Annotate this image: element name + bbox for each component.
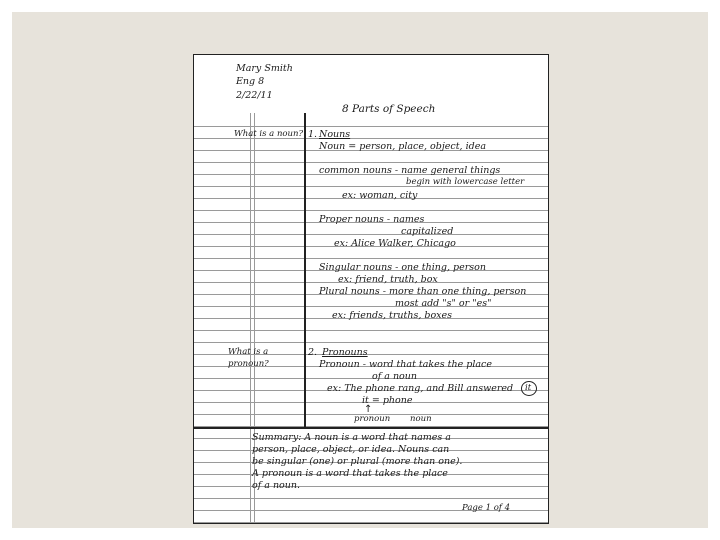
- pronouns-number: 2.: [308, 347, 318, 358]
- noun-definition: Noun = person, place, object, idea: [319, 141, 486, 152]
- summary-line3: be singular (one) or plural (more than one).: [252, 456, 463, 467]
- slide-frame: [12, 12, 708, 528]
- summary-line4: A pronoun is a word that takes the place: [252, 468, 448, 479]
- pronouns-heading: Pronouns: [322, 347, 368, 358]
- summary-line2: person, place, object, or idea. Nouns can: [252, 444, 450, 455]
- ruled-line: [194, 342, 548, 343]
- common-nouns-line2: begin with lowercase letter: [406, 177, 525, 187]
- notes-page: [193, 54, 549, 524]
- question-pronoun-line1: What is a: [228, 347, 269, 357]
- pronoun-example-line2: it = phone: [362, 395, 413, 406]
- ruled-line: [194, 330, 548, 331]
- class-name: Eng 8: [236, 76, 265, 87]
- cue-column-divider: [304, 113, 306, 428]
- ruled-line: [194, 498, 548, 499]
- proper-nouns-line2: capitalized: [401, 226, 454, 237]
- singular-nouns-example: ex: friend, truth, box: [338, 274, 438, 285]
- common-nouns-line1: common nouns - name general things: [319, 165, 501, 176]
- pronoun-definition-line1: Pronoun - word that takes the place: [319, 359, 492, 370]
- ruled-line: [194, 258, 548, 259]
- plural-nouns-line1: Plural nouns - more than one thing, person: [319, 286, 527, 297]
- singular-nouns-line1: Singular nouns - one thing, person: [319, 262, 486, 273]
- note-date: 2/22/11: [236, 90, 273, 101]
- page-title: 8 Parts of Speech: [342, 103, 436, 115]
- pronoun-example-line1: ex: The phone rang, and Bill answered: [327, 383, 514, 394]
- ruled-line: [194, 210, 548, 211]
- summary-line5: of a noun.: [252, 480, 301, 491]
- page-number: Page 1 of 4: [462, 503, 511, 513]
- summary-line1: Summary: A noun is a word that names a: [252, 432, 451, 443]
- circled-word-text: it: [525, 383, 532, 393]
- plural-nouns-line2: most add "s" or "es": [395, 298, 492, 309]
- common-nouns-example: ex: woman, city: [342, 190, 418, 201]
- margin-line-left: [250, 113, 251, 523]
- proper-nouns-line1: Proper nouns - names: [319, 214, 425, 225]
- ruled-line: [194, 378, 548, 379]
- question-pronoun-line2: pronoun?: [228, 359, 269, 369]
- ruled-line: [194, 234, 548, 235]
- ruled-line: [194, 306, 548, 307]
- question-noun: What is a noun?: [234, 129, 304, 139]
- ruled-line: [194, 162, 548, 163]
- ruled-line: [194, 486, 548, 487]
- noun-label: noun: [410, 414, 432, 424]
- summary-divider: [194, 427, 548, 429]
- arrow-up-icon: ↑: [364, 404, 373, 415]
- ruled-line: [194, 522, 548, 523]
- student-name: Mary Smith: [236, 63, 293, 74]
- ruled-line: [194, 126, 548, 127]
- nouns-number: 1.: [308, 129, 318, 140]
- plural-nouns-example: ex: friends, truths, boxes: [332, 310, 453, 321]
- pronoun-definition-line2: of a noun: [372, 371, 418, 382]
- pronoun-label: pronoun: [354, 414, 391, 424]
- proper-nouns-example: ex: Alice Walker, Chicago: [334, 238, 456, 249]
- nouns-heading: Nouns: [319, 129, 351, 140]
